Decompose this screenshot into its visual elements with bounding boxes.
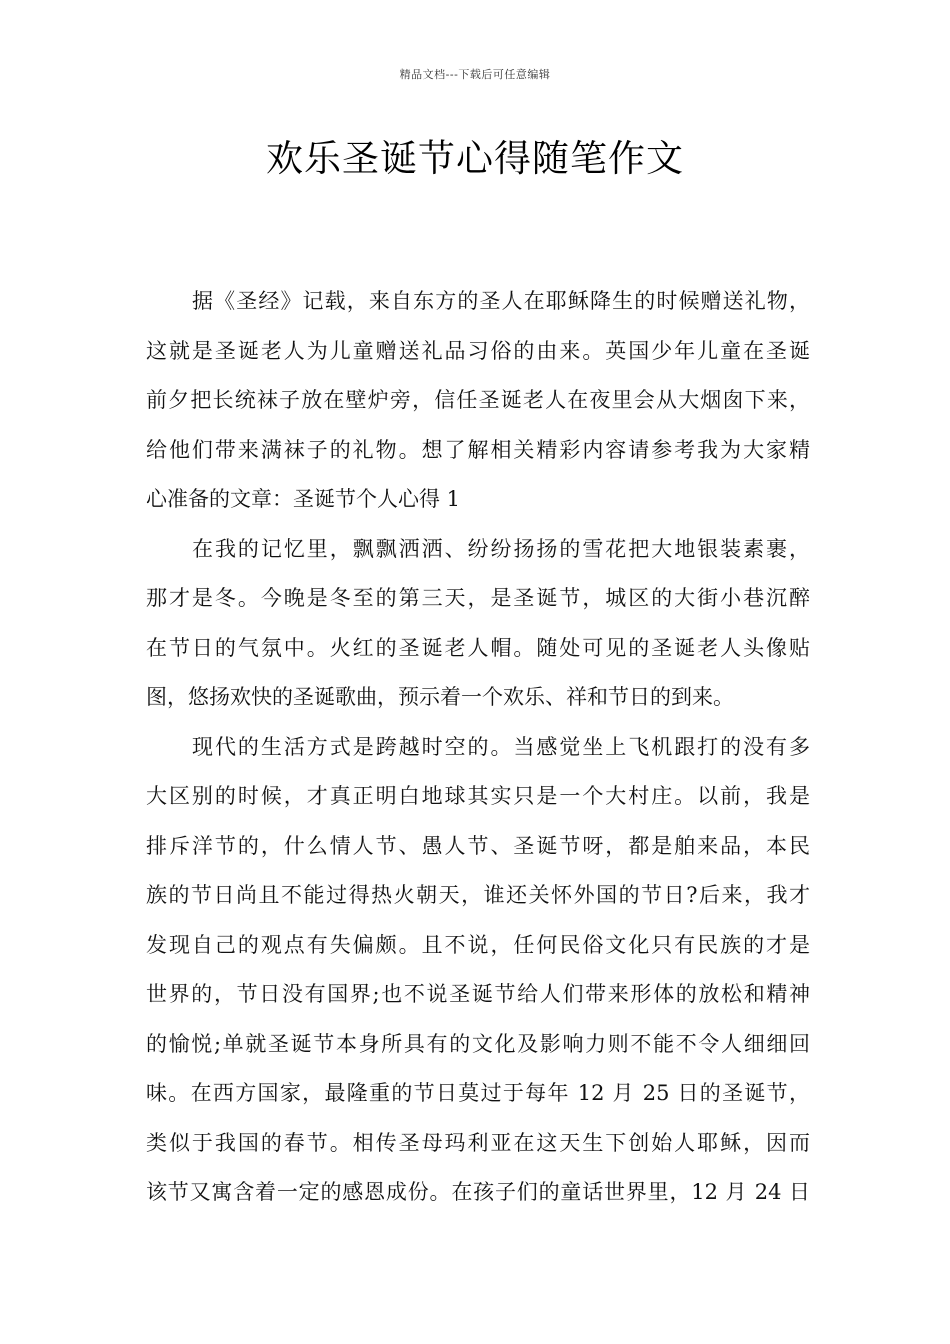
paragraph-1-line-3: 前夕把长统袜子放在壁炉旁，信任圣诞老人在夜里会从大烟囱下来，	[146, 388, 810, 412]
paragraph-3-line-5: 发现自己的观点有失偏颇。且不说，任何民俗文化只有民族的才是	[146, 932, 810, 957]
paragraph-3-line-2: 大区别的时候，才真正明白地球其实只是一个大村庄。以前，我是	[146, 784, 810, 808]
paragraph-2-line-1: 在我的记忆里，飘飘洒洒、纷纷扬扬的雪花把大地银装素裹，	[192, 536, 810, 561]
paragraph-3-line-9: 类似于我国的春节。相传圣母玛利亚在这天生下创始人耶稣，因而	[146, 1130, 810, 1155]
paragraph-1-line-5: 心准备的文章：圣诞节个人心得 1	[146, 487, 461, 511]
paragraph-3-line-1: 现代的生活方式是跨越时空的。当感觉坐上飞机跟打的没有多	[192, 734, 810, 759]
paragraph-2-line-2: 那才是冬。今晚是冬至的第三天，是圣诞节，城区的大街小巷沉醉	[146, 586, 810, 610]
document-title: 欢乐圣诞节心得随笔作文	[266, 137, 684, 180]
header-note: 精品文档---下载后可任意编辑	[399, 68, 551, 81]
paragraph-3-line-4: 族的节日尚且不能过得热火朝天，谁还关怀外国的节日?后来，我才	[146, 883, 810, 907]
paragraph-2-line-3: 在节日的气氛中。火红的圣诞老人帽。随处可见的圣诞老人头像贴	[146, 635, 810, 660]
paragraph-3-line-6: 世界的，节日没有国界;也不说圣诞节给人们带来形体的放松和精神	[146, 982, 810, 1006]
paragraph-2-line-4: 图，悠扬欢快的圣诞歌曲，预示着一个欢乐、祥和节日的到来。	[146, 685, 734, 709]
paragraph-1-line-4: 给他们带来满袜子的礼物。想了解相关精彩内容请参考我为大家精	[146, 437, 810, 462]
paragraph-1-line-1: 据《圣经》记载，来自东方的圣人在耶稣降生的时候赠送礼物，	[192, 289, 810, 313]
paragraph-1-line-2: 这就是圣诞老人为儿童赠送礼品习俗的由来。英国少年儿童在圣诞	[146, 338, 810, 363]
paragraph-3-line-3: 排斥洋节的，什么情人节、愚人节、圣诞节呀，都是舶来品，本民	[146, 833, 810, 858]
paragraph-3-line-8: 味。在西方国家，最隆重的节日莫过于每年 12 月 25 日的圣诞节，	[146, 1081, 810, 1105]
article-body	[146, 277, 810, 1218]
paragraph-3-line-7: 的愉悦;单就圣诞节本身所具有的文化及影响力则不能不令人细细回	[146, 1031, 810, 1056]
paragraph-3-line-10: 该节又寓含着一定的感恩成份。在孩子们的童话世界里，12 月 24 日	[146, 1180, 810, 1204]
